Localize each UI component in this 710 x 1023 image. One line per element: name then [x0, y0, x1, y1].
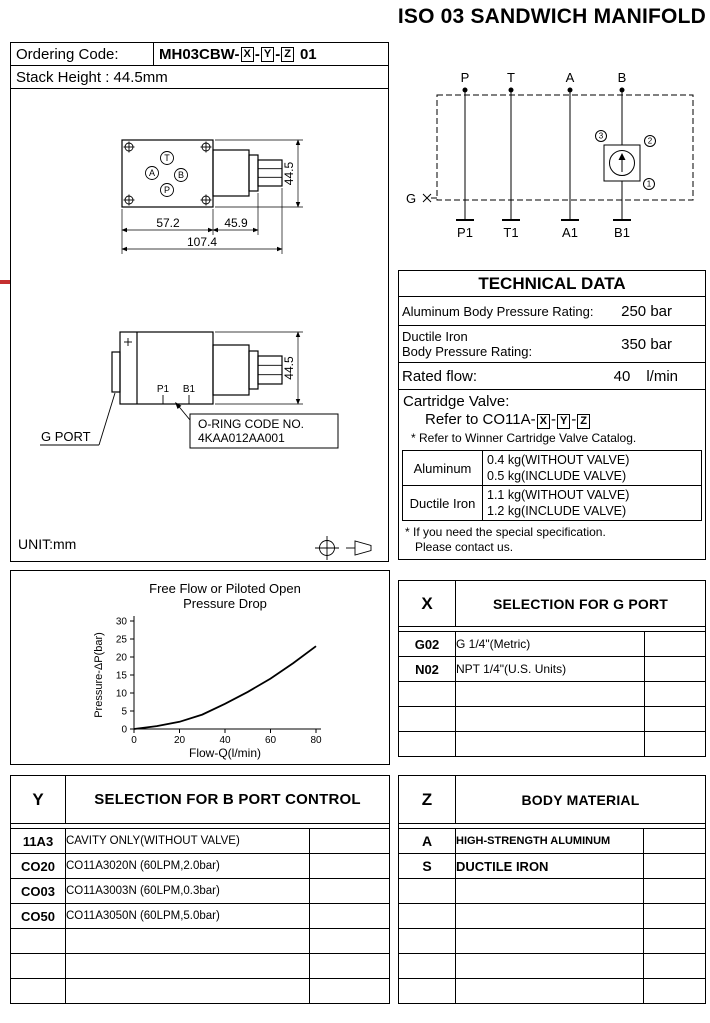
code-y-box: Y: [261, 47, 274, 62]
pressure-drop-plot: [11, 571, 391, 764]
x-tick-label: 80: [310, 735, 322, 746]
aluminum-pressure-row: [399, 297, 705, 326]
x-tick-label: 0: [131, 735, 137, 746]
weight-row-aluminum: [403, 451, 701, 486]
empty-cell: [310, 829, 390, 854]
cartridge-valve-label: Cartridge Valve:: [403, 393, 510, 410]
cartridge-sep: -: [571, 411, 577, 428]
dimension-drawing-panel: [10, 88, 389, 562]
g-port-leader-line: [99, 393, 115, 445]
technical-drawings: [11, 89, 388, 561]
port-t-label: T: [164, 153, 170, 163]
x-table-title: SELECTION FOR G PORT: [456, 581, 706, 627]
rated-flow-label: Rated flow:: [402, 367, 478, 385]
option-code: A: [399, 829, 456, 854]
schematic-port-t: T: [507, 70, 515, 85]
technical-data-panel: [398, 270, 706, 560]
option-description: CAVITY ONLY(WITHOUT VALVE): [66, 829, 310, 854]
special-specification-note: [399, 523, 705, 555]
cartridge-valve-refer: [403, 411, 701, 429]
option-description: G 1/4"(Metric): [456, 632, 645, 657]
ductile-iron-label-line2: Body Pressure Rating:: [402, 344, 533, 359]
technical-data-title: TECHNICAL DATA: [399, 271, 705, 297]
rated-flow-value: [614, 368, 702, 385]
schematic-g-label: G: [406, 191, 417, 206]
table-row: [11, 854, 390, 879]
schematic-port-a: A: [565, 70, 575, 85]
side-view-port-labels: [157, 384, 196, 395]
port-a-label: A: [148, 168, 156, 178]
table-row-empty: [11, 929, 390, 954]
dim-57-2: 57.2: [156, 216, 180, 230]
port-p1-label: P1: [156, 384, 170, 395]
code-z-box: Z: [281, 47, 294, 62]
note-line2: Please contact us.: [415, 540, 514, 554]
unit-note: UNIT:mm: [18, 536, 77, 552]
y-key-header: Y: [11, 776, 66, 824]
option-code: N02: [399, 657, 456, 682]
ordering-code-row: [10, 42, 389, 66]
table-row: [399, 854, 706, 879]
table-row-empty: [399, 879, 706, 904]
code-suffix: 01: [299, 45, 317, 63]
y-table-title: SELECTION FOR B PORT CONTROL: [66, 776, 390, 824]
weight-include-valve: 1.2 kg(INCLUDE VALVE): [487, 504, 627, 518]
port-b-label: B: [177, 170, 185, 180]
b-port-control-selection-table: [10, 775, 390, 1004]
g-port-callout-label: G PORT: [41, 429, 91, 444]
table-row-empty: [399, 707, 706, 732]
port-nodes: [463, 88, 625, 93]
cartridge-x-box: X: [537, 414, 550, 429]
table-row-empty: [399, 682, 706, 707]
weight-values: [483, 486, 701, 520]
dim-44-5: 44.5: [282, 161, 296, 186]
x-tick-label: 60: [264, 735, 277, 746]
table-row-empty: [399, 979, 706, 1004]
table-row-empty: [399, 929, 706, 954]
schematic-port-b: B: [617, 70, 627, 85]
empty-cell: [643, 829, 705, 854]
schematic-port-t1: T1: [503, 225, 519, 240]
empty-cell: [645, 657, 706, 682]
code-x-box: X: [241, 47, 254, 62]
empty-cell: [310, 854, 390, 879]
weight-material: Ductile Iron: [403, 486, 483, 520]
page-title: ISO 03 SANDWICH MANIFOLD: [397, 5, 706, 28]
option-description: CO11A3050N (60LPM,5.0bar): [66, 904, 310, 929]
y-tick-label: 10: [115, 688, 127, 700]
code-separator: -: [275, 45, 281, 63]
cartridge-valve-section: [399, 390, 705, 447]
side-view-outline: [112, 332, 282, 404]
table-row: [11, 829, 390, 854]
aluminum-pressure-label: Aluminum Body Pressure Rating:: [402, 303, 594, 319]
dim-45-9: 45.9: [224, 216, 248, 230]
schematic-port-p1: P1: [457, 225, 473, 240]
cartridge-sep: -: [550, 411, 556, 428]
weight-without-valve: 0.4 kg(WITHOUT VALVE): [487, 453, 630, 467]
empty-cell: [310, 879, 390, 904]
weight-table: [402, 450, 702, 521]
cartridge-code-prefix: Refer to CO11A-: [425, 411, 536, 428]
option-description: CO11A3020N (60LPM,2.0bar): [66, 854, 310, 879]
projection-symbol: [315, 536, 371, 560]
ductile-iron-pressure-label: [402, 329, 532, 359]
z-table-title: BODY MATERIAL: [456, 776, 706, 824]
code-separator: -: [254, 45, 260, 63]
ductile-iron-pressure-value: 350 bar: [621, 335, 672, 353]
x-key-header: X: [399, 581, 456, 627]
table-row-empty: [399, 954, 706, 979]
table-row-empty: [11, 954, 390, 979]
valve-collar-side: [249, 351, 258, 389]
empty-cell: [645, 632, 706, 657]
weight-material: Aluminum: [403, 451, 483, 485]
schematic-port-a1: A1: [562, 225, 578, 240]
schematic-port-p: P: [460, 70, 470, 85]
z-key-header: Z: [399, 776, 456, 824]
option-code: S: [399, 854, 456, 879]
table-row: [11, 904, 390, 929]
g-port-boss: [112, 352, 120, 392]
valve-body-side: [213, 345, 249, 395]
weight-row-ductile-iron: [403, 486, 701, 520]
red-pen-mark: [0, 280, 10, 284]
y-tick-label: 0: [121, 724, 127, 736]
g-port-selection-table: [398, 580, 706, 757]
oring-code-number: 4KAA012AA001: [198, 431, 285, 445]
check-valve-arrow: [619, 153, 626, 160]
ordering-code-label: Ordering Code:: [11, 43, 154, 65]
x-tick-label: 20: [173, 735, 186, 746]
hydraulic-circuit-schematic: [398, 60, 706, 260]
port-b1-label: B1: [182, 384, 196, 395]
table-row-empty: [399, 732, 706, 757]
flow-unit: l/min: [646, 367, 678, 385]
table-row-empty: [11, 979, 390, 1004]
option-code: G02: [399, 632, 456, 657]
chart-title-line1: Free Flow or Piloted Open: [149, 581, 301, 596]
y-tick-label: 25: [115, 634, 127, 646]
empty-cell: [310, 904, 390, 929]
table-row: [399, 829, 706, 854]
chart-title-line2: Pressure Drop: [183, 596, 267, 611]
third-angle-cone-icon: [355, 541, 371, 555]
table-header-row: [11, 776, 390, 824]
option-description: CO11A3003N (60LPM,0.3bar): [66, 879, 310, 904]
option-code: 11A3: [11, 829, 66, 854]
table-row: [399, 657, 706, 682]
weight-include-valve: 0.5 kg(INCLUDE VALVE): [487, 469, 627, 483]
callout-3: 3: [598, 131, 604, 141]
option-code: CO20: [11, 854, 66, 879]
aluminum-pressure-value: 250 bar: [621, 302, 672, 320]
ductile-iron-pressure-row: [399, 326, 705, 363]
port-p-label: P: [163, 185, 171, 195]
valve-collar: [249, 155, 258, 191]
table-header-row: [399, 581, 706, 627]
y-tick-label: 15: [115, 670, 127, 682]
dim-44-5-side: 44.5: [282, 356, 296, 380]
table-header-row: [399, 776, 706, 824]
callout-2: 2: [647, 136, 653, 146]
option-description: HIGH-STRENGTH ALUMINUM: [456, 829, 644, 854]
pressure-drop-curve: [134, 646, 316, 729]
manifold-plate: [122, 140, 213, 207]
stack-height-row: Stack Height : 44.5mm: [10, 65, 389, 89]
flow-number: 40: [613, 367, 631, 385]
table-row: [11, 879, 390, 904]
weight-without-valve: 1.1 kg(WITHOUT VALVE): [487, 488, 630, 502]
body-material-selection-table: [398, 775, 706, 1004]
ductile-iron-label-line1: Ductile Iron: [402, 329, 468, 344]
y-tick-label: 5: [121, 706, 127, 718]
rated-flow-row: [399, 363, 705, 390]
option-description: NPT 1/4"(U.S. Units): [456, 657, 645, 682]
cartridge-z-box: Z: [577, 414, 590, 429]
option-code: CO50: [11, 904, 66, 929]
ordering-code-value: [154, 43, 388, 65]
cartridge-catalog-note: * Refer to Winner Cartridge Valve Catalog.: [411, 431, 637, 445]
hex-nut-side: [258, 356, 282, 384]
option-code: CO03: [11, 879, 66, 904]
hex-nut: [258, 160, 282, 186]
option-description: DUCTILE IRON: [456, 854, 644, 879]
valve-body: [213, 150, 249, 196]
y-tick-label: 20: [115, 652, 127, 664]
table-row: [399, 632, 706, 657]
pressure-drop-chart-panel: [10, 570, 390, 765]
oring-code-label: O-RING CODE NO.: [198, 417, 305, 431]
weight-values: [483, 451, 701, 485]
callout-1: 1: [646, 179, 652, 189]
x-tick-label: 40: [219, 735, 231, 746]
note-line1: * If you need the special specification.: [405, 525, 606, 539]
y-tick-label: 30: [115, 616, 127, 628]
chart-y-axis-label: Pressure-ΔP(bar): [93, 632, 105, 718]
empty-cell: [643, 854, 705, 879]
front-view-port-labels: [149, 153, 184, 195]
chart-x-axis-label: Flow-Q(l/min): [189, 746, 261, 760]
front-view-details: [124, 142, 212, 206]
cartridge-y-box: Y: [557, 414, 570, 429]
schematic-port-b1: B1: [614, 225, 630, 240]
table-row-empty: [399, 904, 706, 929]
dim-107-4: 107.4: [186, 235, 218, 249]
code-prefix: MH03CBW-: [159, 45, 240, 63]
